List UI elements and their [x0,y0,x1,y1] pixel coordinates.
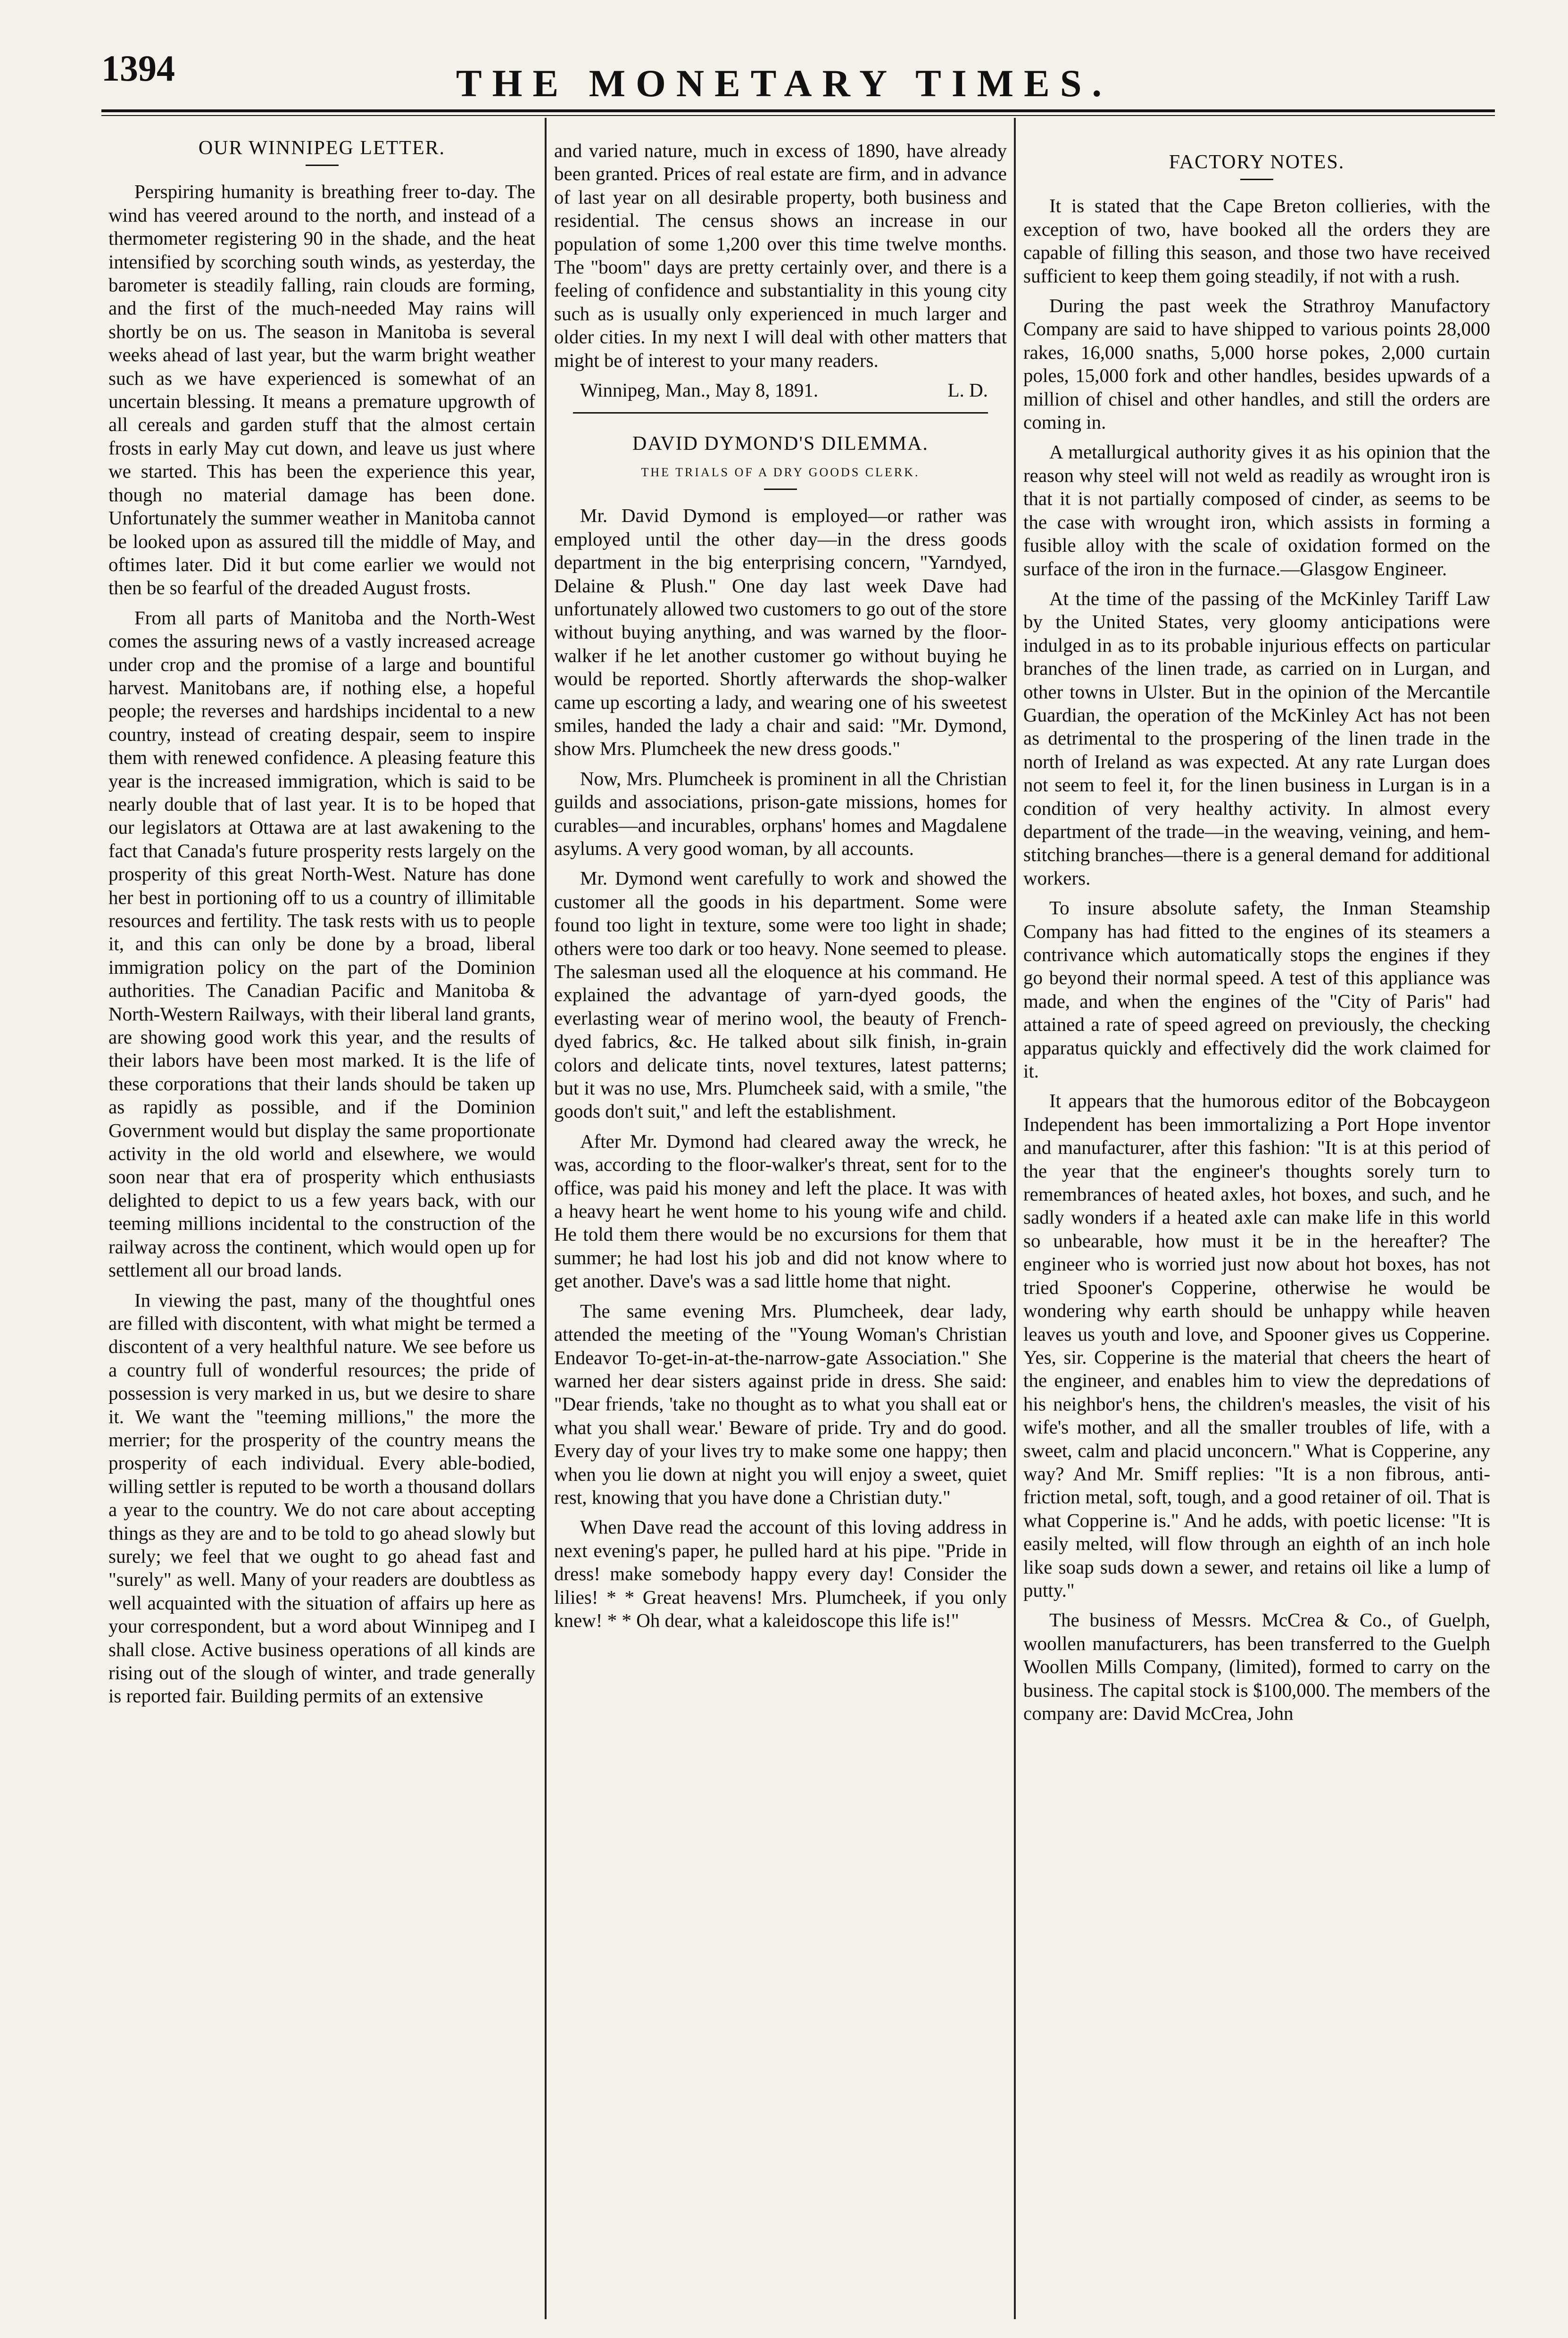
article-paragraph: Now, Mrs. Plumcheek is prominent in all the Christian guilds and associations, prison-gate missions, homes for curables—and incurables, orphans' homes and Magdalene asylums. A very good woman, by all accounts. [554,767,1007,859]
column-divider [1014,118,1016,2319]
dateline: Winnipeg, Man., May 8, 1891. [580,379,819,401]
masthead-title: THE MONETARY TIMES. [456,62,1112,105]
article-paragraph: A metallurgical authority gives it as his opinion that the reason why steel will not weld as readily as wrought iron is that it is not partially composed of cinder, as seems to be the case with wrought iron, which assists in forming a fusible alloy with the scale of oxidation formed on the surface of the iron in the furnace.—Glasgow Engineer. [1023,441,1490,580]
article-paragraph: To insure absolute safety, the Inman Steamship Company has had fitted to the engines of its steamers a contrivance which automatically stops the engines if they go beyond their normal speed. A test of this appliance was made, and when the engines of the "City of Paris" had attained a rate of speed agreed on previously, the checking apparatus quickly and effectively did the work claimed for it. [1023,897,1490,1082]
page-header [0,0,1568,118]
title-rule [764,489,797,490]
signoff [580,379,988,402]
header-rule [101,109,1495,112]
article-paragraph: After Mr. Dymond had cleared away the wreck, he was, according to the floor-walker's threat, sent for to the office, was paid his money and left the place. It was with a heavy heart he went home to his young wife and child. He told them there would be no excursions for them that summer; he had lost his job and did not know where to get another. Dave's was a sad little home that night. [554,1130,1007,1292]
article-paragraph: During the past week the Strathroy Manufactory Company are said to have shipped to various points 28,000 rakes, 16,000 snaths, 5,000 horse pokes, 2,000 curtain poles, 15,000 fork and other handles, besides upwards of a million of chisel and other handles, and still the orders are coming in. [1023,295,1490,433]
author-initials: L. D. [947,379,988,401]
article-paragraph: Mr. David Dymond is employed—or rather was employed until the other day—in the dress goods department in the big enterprising concern, "Yarndyed, Delaine & Plush." One day last week Dave had unfortunately allowed two customers to go out of the store without buying anything, and was warned by the floor-walker if he let another customer go without buying he would be reported. Shortly afterwards the shop-walker came up escorting a lady, and wearing one of his sweetest smiles, handed the lady a chair and said: "Mr. Dymond, show Mrs. Plumcheek the new dress goods." [554,505,1007,760]
column-middle [554,139,1007,2319]
column-divider [545,118,547,2319]
column-left [108,137,535,2319]
article-title-winnipeg: OUR WINNIPEG LETTER. [198,137,446,159]
article-paragraph: At the time of the passing of the McKinley Tariff Law by the United States, very gloomy anticipations were indulged in as to its probable injurious effects on particular branches of the linen trade, as carried on in Lurgan, and other towns in Ulster. But in the opinion of the Mercantile Guardian, the operation of the McKinley Act has not been as detrimental to the prospering of the linen trade in the north of Ireland as was expected. At any rate Lurgan does not seem to feel it, for the linen business in Lurgan is in a condition of very healthy activity. In almost every department of the trade—in the weaving, veining, and hem-stitching branches—there is a general demand for additional workers. [1023,587,1490,889]
article-title-dymond: DAVID DYMOND'S DILEMMA. [632,433,929,455]
article-paragraph: Perspiring humanity is breathing freer to-day. The wind has veered around to the north, and instead of a thermometer registering 90 in the shade, and the heat intensified by scorching south winds, as yesterday, the barometer is steadily falling, rain clouds are forming, and the first of the much-needed May rains will shortly be on us. The season in Manitoba is several weeks ahead of last year, but the warm bright weather such as we have experienced is somewhat of an uncertain blessing. It means a premature upgrowth of all cereals and garden stuff that the almost certain frosts in early May cut down, and leave us just where we started. This has been the experience this year, though no material damage has been done. Unfortunately the summer weather in Manitoba cannot be looked upon as assured till the middle of May, and oftimes later. Did it but come earlier we would not then be so fearful of the dreaded August frosts. [108,181,535,599]
article-paragraph: and varied nature, much in excess of 1890, have already been granted. Prices of real estate are firm, and in advance of last year on all desirable property, both business and residential. The census shows an increase in our population of some 1,200 over this time twelve months. The "boom" days are pretty certainly over, and there is a feeling of confidence and substantiality in this young city such as is usually only experienced in much larger and older cities. In my next I will deal with other matters that might be of interest to your many readers. [554,140,1007,371]
header-rule-thin [101,115,1495,116]
article-title-factory: FACTORY NOTES. [1169,151,1345,173]
article-separator [573,412,988,414]
article-paragraph: When Dave read the account of this loving address in next evening's paper, he pulled hard at his pipe. "Pride in dress! make somebody happy every day! Consider the lilies! * * Great heavens! Mrs. Plumcheek, if you only knew! * * Oh dear, what a kaleidoscope this life is!" [554,1516,1007,1631]
article-paragraph: It is stated that the Cape Breton collieries, with the exception of two, have booked all the orders they are capable of filling this season, and those two have received sufficient to keep them going steadily, if not with a rush. [1023,195,1490,287]
article-paragraph: In viewing the past, many of the thoughtful ones are filled with discontent, with what might be termed a discontent of a very healthful nature. We see before us a country full of wonderful resources; the pride of possession is very marked in us, but we desire to share it. We want the "teeming millions," the more the merrier; for the prosperity of the country means the prosperity of each individual. Every able-bodied, willing settler is reputed to be worth a thousand dollars a year to the country. We do not care about accepting things as they are and to be told to go ahead slowly but surely; we feel that we ought to go ahead fast and "surely" as well. Many of your readers are doubtless as well acquainted with the situation of affairs up here as your correspondent, but a word about Winnipeg and I shall close. Active business operations of all kinds are rising out of the slough of winter, and trade generally is reported fair. Building permits of an extensive [108,1289,535,1707]
article-paragraph: The same evening Mrs. Plumcheek, dear lady, attended the meeting of the "Young Woman's Christian Endeavor To-get-in-at-the-narrow-gate Association." She warned her dear sisters against pride in dress. She said: "Dear friends, 'take no thought as to what you shall eat or what you shall wear.' Beware of pride. Try and do good. Every day of your lives try to make some one happy; then when you lie down at night you will enjoy a sweet, quiet rest, knowing that you have done a Christian duty." [554,1300,1007,1508]
article-paragraph: The business of Messrs. McCrea & Co., of Guelph, woollen manufacturers, has been transferred to the Guelph Woollen Mills Company, (limited), formed to carry on the business. The capital stock is $100,000. The members of the company are: David McCrea, John [1023,1609,1490,1724]
article-subtitle: THE TRIALS OF A DRY GOODS CLERK. [641,465,920,479]
column-right [1023,137,1490,2319]
article-paragraph: It appears that the humorous editor of the Bobcaygeon Independent has been immortalizing a Port Hope inventor and manufacturer, after this fashion: "It is at this period of the year that the engineer's thoughts sorely turn to remembrances of heated axles, hot boxes, and such, and he sadly wonders if a heated axle can make life in this world so unbearable, how must it be in the hereafter? The engineer who is worried just now about hot boxes, has not tried Spooner's Copperine, otherwise he would be wondering why earth should be unhappy while heaven leaves us youth and love, and Spooner gives us Copperine. Yes, sir. Copperine is the material that cheers the heart of the engineer, and enables him to view the depredations of his neighbor's hens, the children's measles, the visit of his wife's mother, and all the smaller troubles of life, with a sweet, calm and placid unconcern." What is Copperine, any way? And Mr. Smiff replies: "It is a non fibrous, anti-friction metal, soft, tough, and a good retainer of oil. That is what Copperine is." And he adds, with poetic license: "It is easily melted, will flow through an eighth of an inch hole like soap suds down a sewer, and retains oil like a lump of putty." [1023,1090,1490,1601]
article-paragraph: Mr. Dymond went carefully to work and showed the customer all the goods in his department. Some were found too light in texture, some were too light in shade; others were too dark or too heavy. None seemed to please. The salesman used all the eloquence at his command. He explained the advantage of yarn-dyed goods, the everlasting wear of merino wool, the beauty of French-dyed fabrics, &c. He talked about silk finish, in-grain colors and delicate tints, novel textures, latest patterns; but it was no use, Mrs. Plumcheek said, with a smile, "the goods don't suit," and left the establishment. [554,867,1007,1122]
title-rule [1240,179,1273,180]
article-paragraph: From all parts of Manitoba and the North-West comes the assuring news of a vastly increased acreage under crop and the promise of a large and bountiful harvest. Manitobans are, if nothing else, a hopeful people; the reverses and hardships incidental to a new country, instead of creating despair, seem to inspire them with renewed confidence. A pleasing feature this year is the increased immigration, which is said to be nearly double that of last year. It is to be hoped that our legislators at Ottawa are at last awakening to the fact that Canada's future prosperity rests largely on the prosperity of this great North-West. Nature has done her best in portioning off to us a country of illimitable resources and fertility. The task rests with us to people it, and this can only be done by a broad, liberal immigration policy on the part of the Dominion authorities. The Canadian Pacific and Manitoba & North-Western Railways, with their liberal land grants, are showing good work this year, and the results of their labors have been most marked. It is the life of these corporations that their lands should be taken up as rapidly as possible, and if the Dominion Government would but display the same proportionate activity in the old world and elsewhere, we would soon near that era of prosperity which enthusiasts delighted to depict to us a few years back, with our teeming millions incidental to the construction of the railway across the continent, which would open up for settlement all our broad lands. [108,606,535,1281]
title-rule [306,165,339,166]
page-number: 1394 [101,48,175,89]
